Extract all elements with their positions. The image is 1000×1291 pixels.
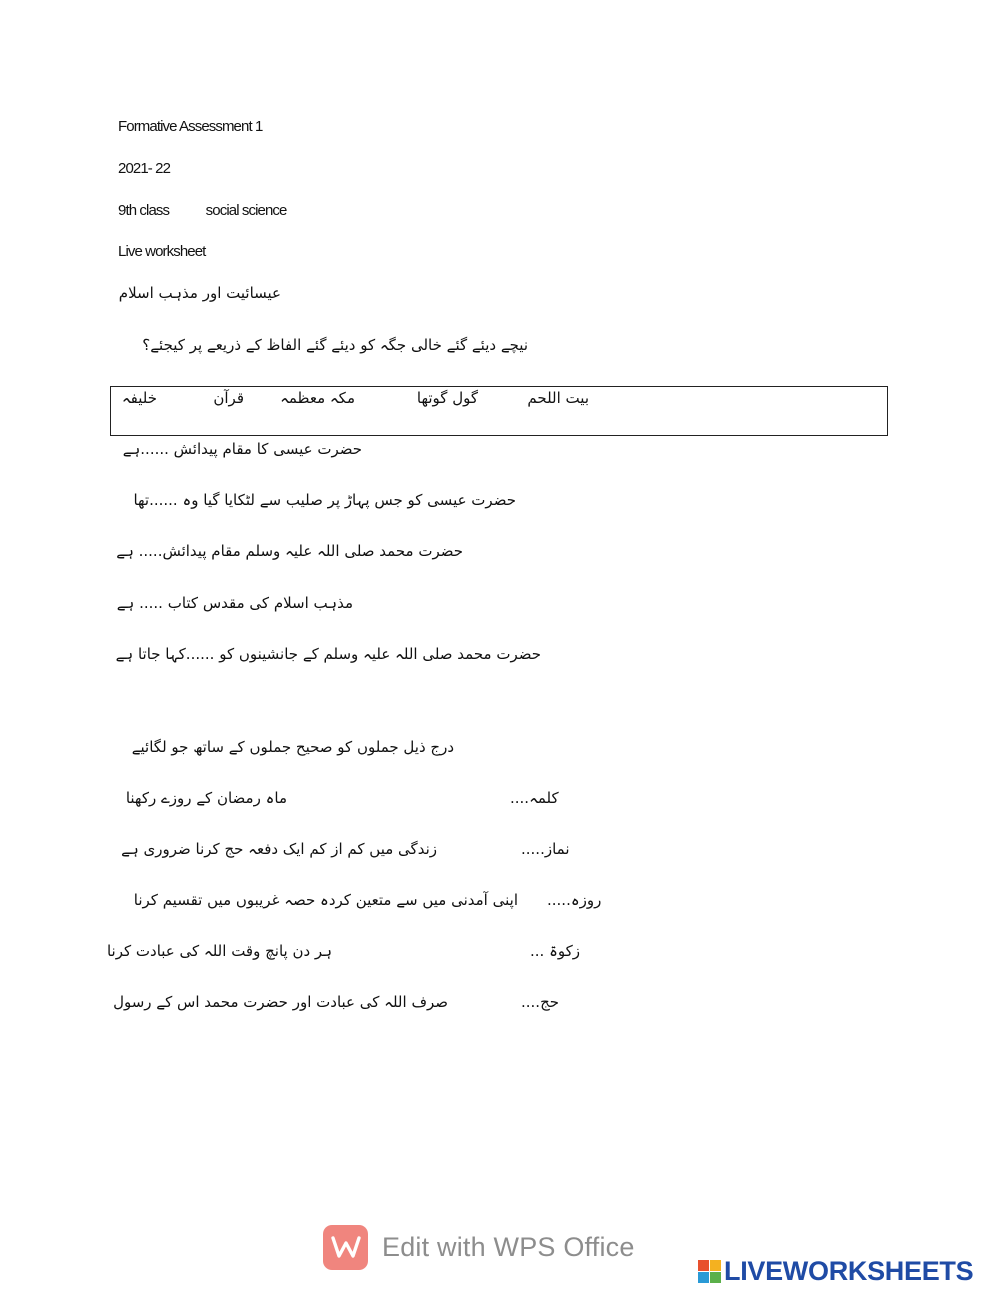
match-description-4: ہر دن پانچ وقت اللہ کی عبادت کرنا xyxy=(106,942,332,960)
liveworksheets-logo-icon xyxy=(698,1260,721,1283)
subject-label: social science xyxy=(205,202,287,219)
word-bank xyxy=(110,386,888,436)
match-term-4: زکوۃ ... xyxy=(530,942,580,960)
wps-watermark[interactable] xyxy=(323,1224,635,1270)
fill-question-4: مذہب اسلام کی مقدس کتاب ..... ہے xyxy=(116,594,353,612)
matching-instruction: درج ذیل جملوں کو صحیح جملوں کے ساتھ جو لگائیے xyxy=(131,738,454,756)
worksheet-label: Live worksheet xyxy=(118,243,206,260)
match-description-5: صرف اللہ کی عبادت اور حضرت محمد اس کے رسول xyxy=(113,993,448,1011)
word-bank-item: خلیفہ xyxy=(121,389,157,407)
fill-question-3: حضرت محمد صلی اللہ علیہ وسلم مقام پیدائش..... ہے xyxy=(116,542,463,560)
match-description-2: زندگی میں کم از کم ایک دفعہ حج کرنا ضروری ہے xyxy=(121,840,437,858)
fill-question-5: حضرت محمد صلی اللہ علیہ وسلم کے جانشینوں کو ......کہا جاتا ہے xyxy=(115,645,541,663)
assessment-title: Formative Assessment 1 xyxy=(118,118,263,135)
class-label: 9th class xyxy=(118,202,170,219)
wps-edit-text: Edit with WPS Office xyxy=(382,1231,635,1262)
liveworksheets-logo-text: LIVEWORKSHEETS xyxy=(724,1255,974,1286)
fill-question-2: حضرت عیسی کو جس پہاڑ پر صلیب سے لٹکایا گیا وہ ......تھا xyxy=(133,491,516,509)
fill-question-1: حضرت عیسی کا مقام پیدائش ......ہے xyxy=(122,440,362,458)
word-bank-item: مکہ معظمہ xyxy=(280,389,355,407)
match-term-2: نماز..... xyxy=(521,840,570,858)
topic-title: عیسائیت اور مذہب اسلام xyxy=(118,284,281,302)
wps-w-icon xyxy=(323,1225,368,1270)
word-bank-item: قرآن xyxy=(213,389,244,407)
liveworksheets-brand[interactable] xyxy=(698,1256,973,1286)
academic-year: 2021- 22 xyxy=(118,160,171,177)
match-term-5: حج.... xyxy=(521,993,560,1011)
match-term-3: روزہ..... xyxy=(547,891,602,909)
match-term-1: کلمہ.... xyxy=(510,789,559,807)
match-description-3: اپنی آمدنی میں سے متعین کردہ حصہ غریبوں میں تقسیم کرنا xyxy=(133,891,518,909)
word-bank-item: گول گوتھا xyxy=(416,389,478,407)
fill-in-instruction: نیچے دیئے گئے خالی جگہ کو دیئے گئے الفاظ کے ذریعے پر کیجئے؟ xyxy=(142,336,528,354)
match-description-1: ماہ رمضان کے روزے رکھنا xyxy=(125,789,287,807)
word-bank-item: بیت اللحم xyxy=(527,389,589,407)
class-subject-line xyxy=(118,202,286,219)
